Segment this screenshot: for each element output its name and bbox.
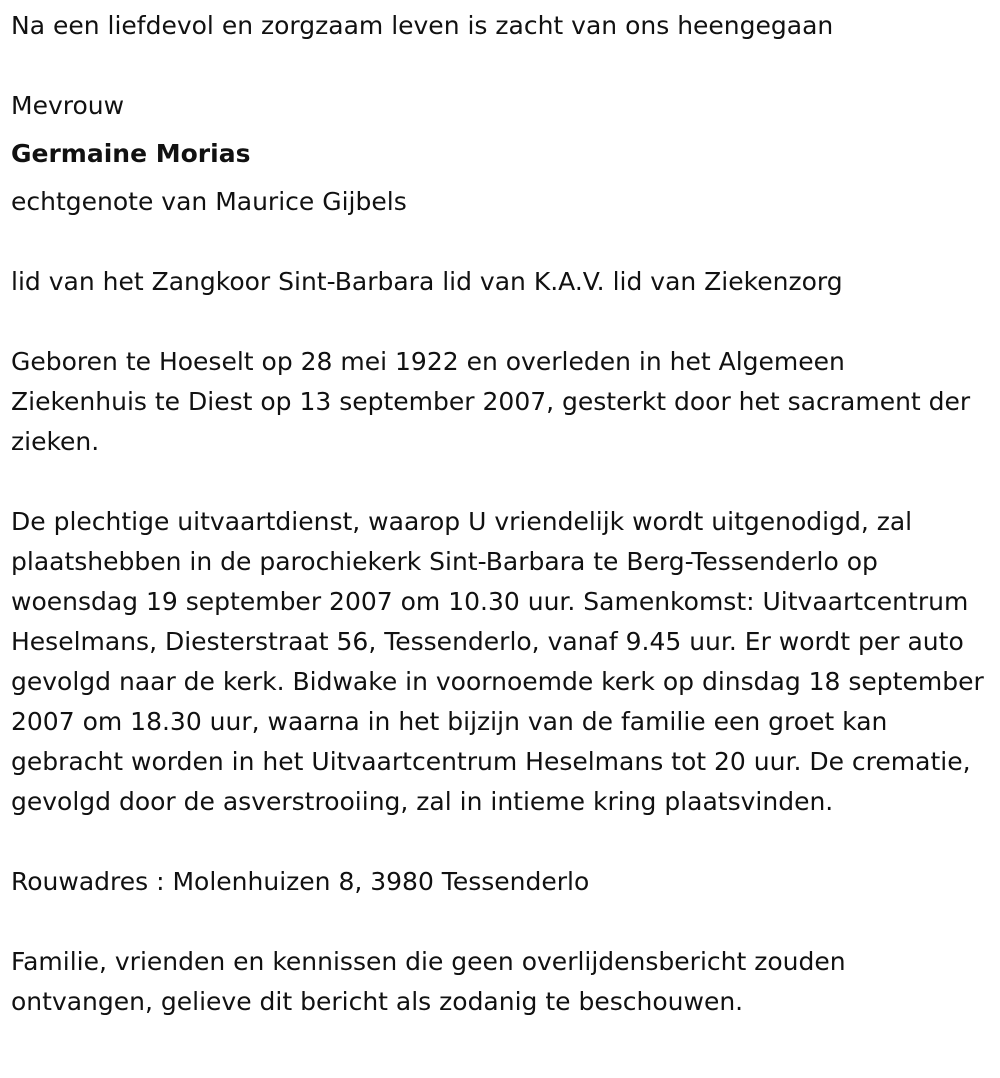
intro-text: Na een liefdevol en zorgzaam leven is zacht van ons heengegaan <box>11 11 834 40</box>
spacer <box>11 462 986 502</box>
spacer <box>11 174 986 182</box>
service-paragraph: De plechtige uitvaartdienst, waarop U vriendelijk wordt uitgenodigd, zal plaatshebben in de parochiekerk Sint-Barbara te Berg-Tessenderlo op woensdag 19 september 2007 om 10.30 uur. Samenkomst: Uitvaartcentrum Heselmans, Diesterstraat 56, Tessenderlo, vanaf 9.45 uur. Er wordt per auto gevolgd naar de kerk. Bidwake in voornoemde kerk op dinsdag 18 september 2007 om 18.30 uur, waarna in het bijzijn van de familie een groet kan gebracht worden in het Uitvaartcentrum Heselmans tot 20 uur. De crematie, gevolgd door de asverstrooiing, zal in intieme kring plaatsvinden. <box>11 507 984 816</box>
spacer <box>11 902 986 942</box>
spacer <box>11 222 986 262</box>
spouse-line: echtgenote van Maurice Gijbels <box>11 187 407 216</box>
spacer <box>11 302 986 342</box>
spacer <box>11 46 986 86</box>
obituary-document <box>11 6 986 1022</box>
honorific: Mevrouw <box>11 91 125 120</box>
memberships-line: lid van het Zangkoor Sint-Barbara lid van K.A.V. lid van Ziekenzorg <box>11 267 843 296</box>
spacer <box>11 822 986 862</box>
closing-paragraph: Familie, vrienden en kennissen die geen overlijdensbericht zouden ontvangen, gelieve dit bericht als zodanig te beschouwen. <box>11 947 846 1016</box>
birth-death-paragraph: Geboren te Hoeselt op 28 mei 1922 en overleden in het Algemeen Ziekenhuis te Diest op 13 september 2007, gesterkt door het sacrament der zieken. <box>11 347 971 456</box>
mourning-address: Rouwadres : Molenhuizen 8, 3980 Tessenderlo <box>11 867 590 896</box>
deceased-name: Germaine Morias <box>11 139 251 168</box>
spacer <box>11 126 986 134</box>
